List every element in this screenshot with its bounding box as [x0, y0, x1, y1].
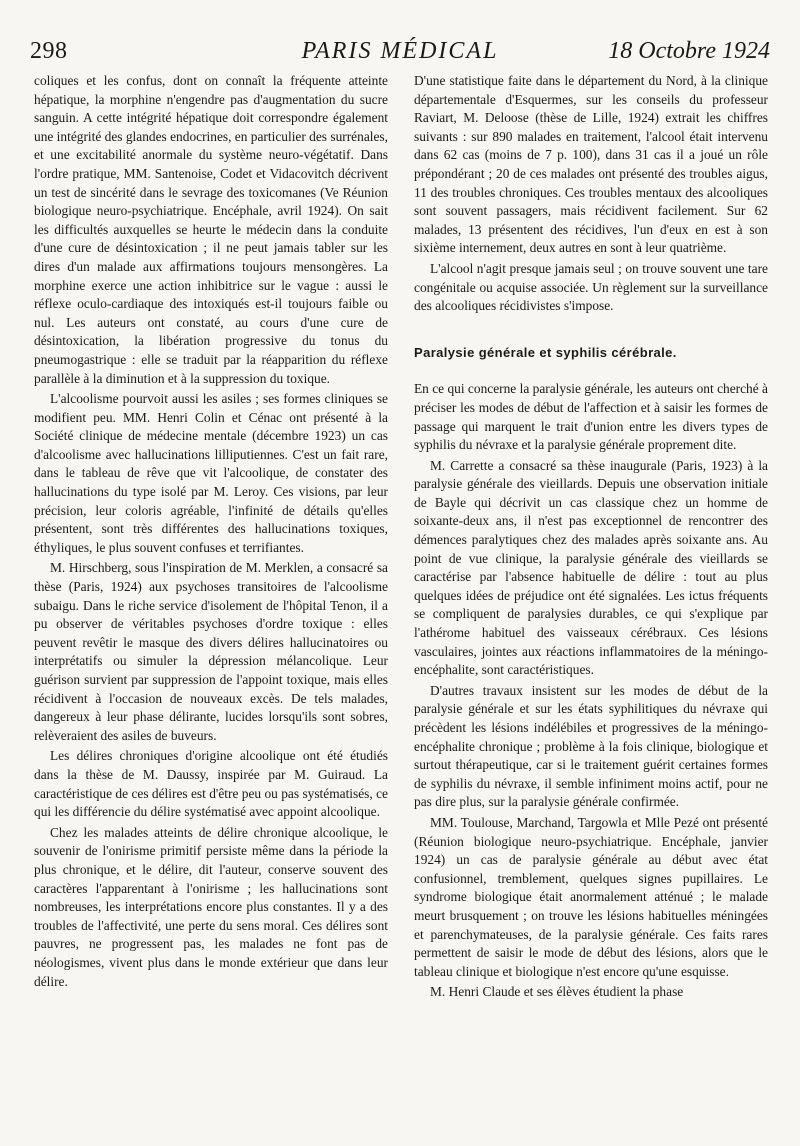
section-heading: Paralysie générale et syphilis cérébrale. [414, 344, 677, 360]
paragraph: En ce qui concerne la paralysie générale, les auteurs ont cherché à préciser les modes de début de l'affection et à saisir les formes de passage qui marquent le trait d'union entre les divers types de syphilis du névraxe et la paralysie générale proprement dite. [414, 381, 768, 453]
paragraph: Chez les malades atteints de délire chronique alcoolique, le souvenir de l'onirisme primitif persiste même dans la période la plus chronique, et le délire, dit l'auteur, conserve souvent des caractères l'apparentant à l'onirisme ; les hallucinations sont nombreuses, les interprétations encore plus constantes. Il y a des troubles de l'affectivité, une perte du sens moral. Ces délires sont pauvres, ne progressent pas, les malades ne font pas de néologismes, vivent plus dans le monde extérieur que dans leur délire. [34, 824, 388, 989]
paragraph: D'une statistique faite dans le département du Nord, à la clinique départementale d'Esquermes, sur les conseils du professeur Raviart, M. Deloose (thèse de Lille, 1924) extrait les chiffres suivants : sur 890 malades en traitement, l'alcool était intervenu dans 62 cas (moins de 7 p. 100), dans 31 cas il a joué un rôle prépondérant ; 20 de ces malades ont présenté des troubles aigus, 11 des troubles chroniques. Ces troubles mentaux des alcooliques sont souvent passagers, mais récidivent facilement. Sur 62 malades, 13 présentent des récidives, l'un d'eux en est à son sixième internement, deux autres en sont à leur quatrième. [414, 73, 768, 256]
paragraph: MM. Toulouse, Marchand, Targowla et Mlle Pezé ont présenté (Réunion biologique neuro-psychiatrique. Encéphale, janvier 1924) un cas de paralysie générale au début avec état confusionnel, tremblement, quelques signes pupillaires. Le syndrome biologique était anormalement atténué ; le malade meurt brusquement ; on trouve les lésions habituelles méningées et parenchymateuses, de la paralysie générale. Ces faits rares permettent de saisir le mode de début des lésions, alors que le tableau clinique et biologique n'est encore qu'une esquisse. [414, 814, 768, 979]
page-header [30, 38, 770, 72]
paragraph: Les délires chroniques d'origine alcoolique ont été étudiés dans la thèse de M. Daussy, inspirée par M. Guiraud. La caractéristique de ces délires est d'être peu ou pas systématisés, ce qui les différencie du délire systématisé avec appoint alcoolique. [34, 748, 388, 820]
paragraph: M. Hirschberg, sous l'inspiration de M. Merklen, a consacré sa thèse (Paris, 1924) aux psychoses transitoires de l'alcoolisme subaigu. Dans le riche service d'isolement de l'hôpital Tenon, il a pu observer de véritables psychoses d'ordre toxique : elles peuvent revêtir le masque des divers délires hallucinatoires ou interprétatifs ou simuler la dépression mélancolique. Leur guérison survient par suppression de l'appoint toxique, mais elles récidivent à l'occasion de nouveaux excès. De tels malades, dangereux à leur phase délirante, lucides lorsqu'ils sont sobres, relèveraient des asiles de buveurs. [34, 560, 388, 743]
paragraph: L'alcoolisme pourvoit aussi les asiles ; ses formes cliniques se modifient peu. MM. Henri Colin et Cénac ont présenté à la Société clinique de médecine mentale (décembre 1923) un cas d'alcoolisme avec hallucinations lilliputiennes. C'est un fait rare, dans le tableau de rêve que vit l'alcoolique, de constater des hallucinations du type isolé par M. Leroy. Ces visions, par leur précision, leur coloris agréable, l'infinité de détails qu'elles présentent, sont très différentes des hallucinations toxiques, éthyliques, le plus souvent confuses et terrifiantes. [34, 391, 388, 555]
issue-date: 18 Octobre 1924 [608, 38, 770, 64]
right-column [414, 72, 768, 1002]
paragraph: D'autres travaux insistent sur les modes de début de la paralysie générale et sur les états syphilitiques du névraxe qui précèdent les lésions indélébiles et progressives de la méningo-encéphalite chronique ; problème à la fois clinique, biologique et surtout thérapeutique, car si le traitement guérit certaines formes de syphilis du névraxe, il semble infiniment moins actif, pour ne pas dire plus, sur la paralysie générale confirmée. [414, 682, 768, 810]
running-title: PARIS MÉDICAL [301, 38, 499, 64]
page-number: 298 [30, 38, 68, 64]
paragraph: M. Carrette a consacré sa thèse inaugurale (Paris, 1923) à la paralysie générale des vieillards. Depuis une observation initiale de Bayle qui décrivit un cas classique chez un homme de soixante-deux ans, il n'est pas exceptionnel de rencontrer des démences paralytiques chez des malades après soixante ans. Au point de vue clinique, la paralysie générale des vieillards se caractérise par l'absence habituelle de délire : tout au plus quelques idées de préjudice ont été signalées. Les ictus fréquents se compliquent de paralysies durables, ce qui s'explique par l'athérome habituel des vaisseaux cérébraux. Ces lésions vasculaires, jointes aux réactions inflammatoires de la méningo-encéphalite, sont caractéristiques. [414, 457, 768, 678]
paragraph: M. Henri Claude et ses élèves étudient la phase [430, 984, 684, 1000]
paragraph: coliques et les confus, dont on connaît la fréquente atteinte hépatique, la morphine n'engendre pas d'augmentation du sucre sanguin. A cette intégrité hépatique doit correspondre également une intégrité des glandes endocrines, en particulier des surrénales, et une excitabilité anormale du système neuro-végétatif. Dans l'ordre pratique, MM. Santenoise, Codet et Vidacovitch décrivent un test de sincérité dans le sevrage des toxicomanes (Ve Réunion biologique neuro-psychiatrique. Encéphale, avril 1924). On sait les difficultés auxquelles se heurte le médecin dans la conduite d'une cure de désintoxication ; il ne peut jamais tabler sur les dires d'un malade aux affirmations toujours mensongères. La morphine exerce une action inhibitrice sur le vague : aussi le réflexe oculo-cardiaque des intoxiqués est-il toujours faible ou nul. Les auteurs ont constaté, au cours d'une cure de désintoxication, la libération progressive du tonus du pneumogastrique : elle se traduit par la réapparition du réflexe parallèle à la diminution et à la suppression du toxique. [34, 73, 388, 386]
paragraph: L'alcool n'agit presque jamais seul ; on trouve souvent une tare congénitale ou acquise associée. Un règlement sur la surveillance des alcooliques récidivistes s'impose. [414, 260, 768, 314]
left-column [34, 72, 388, 991]
